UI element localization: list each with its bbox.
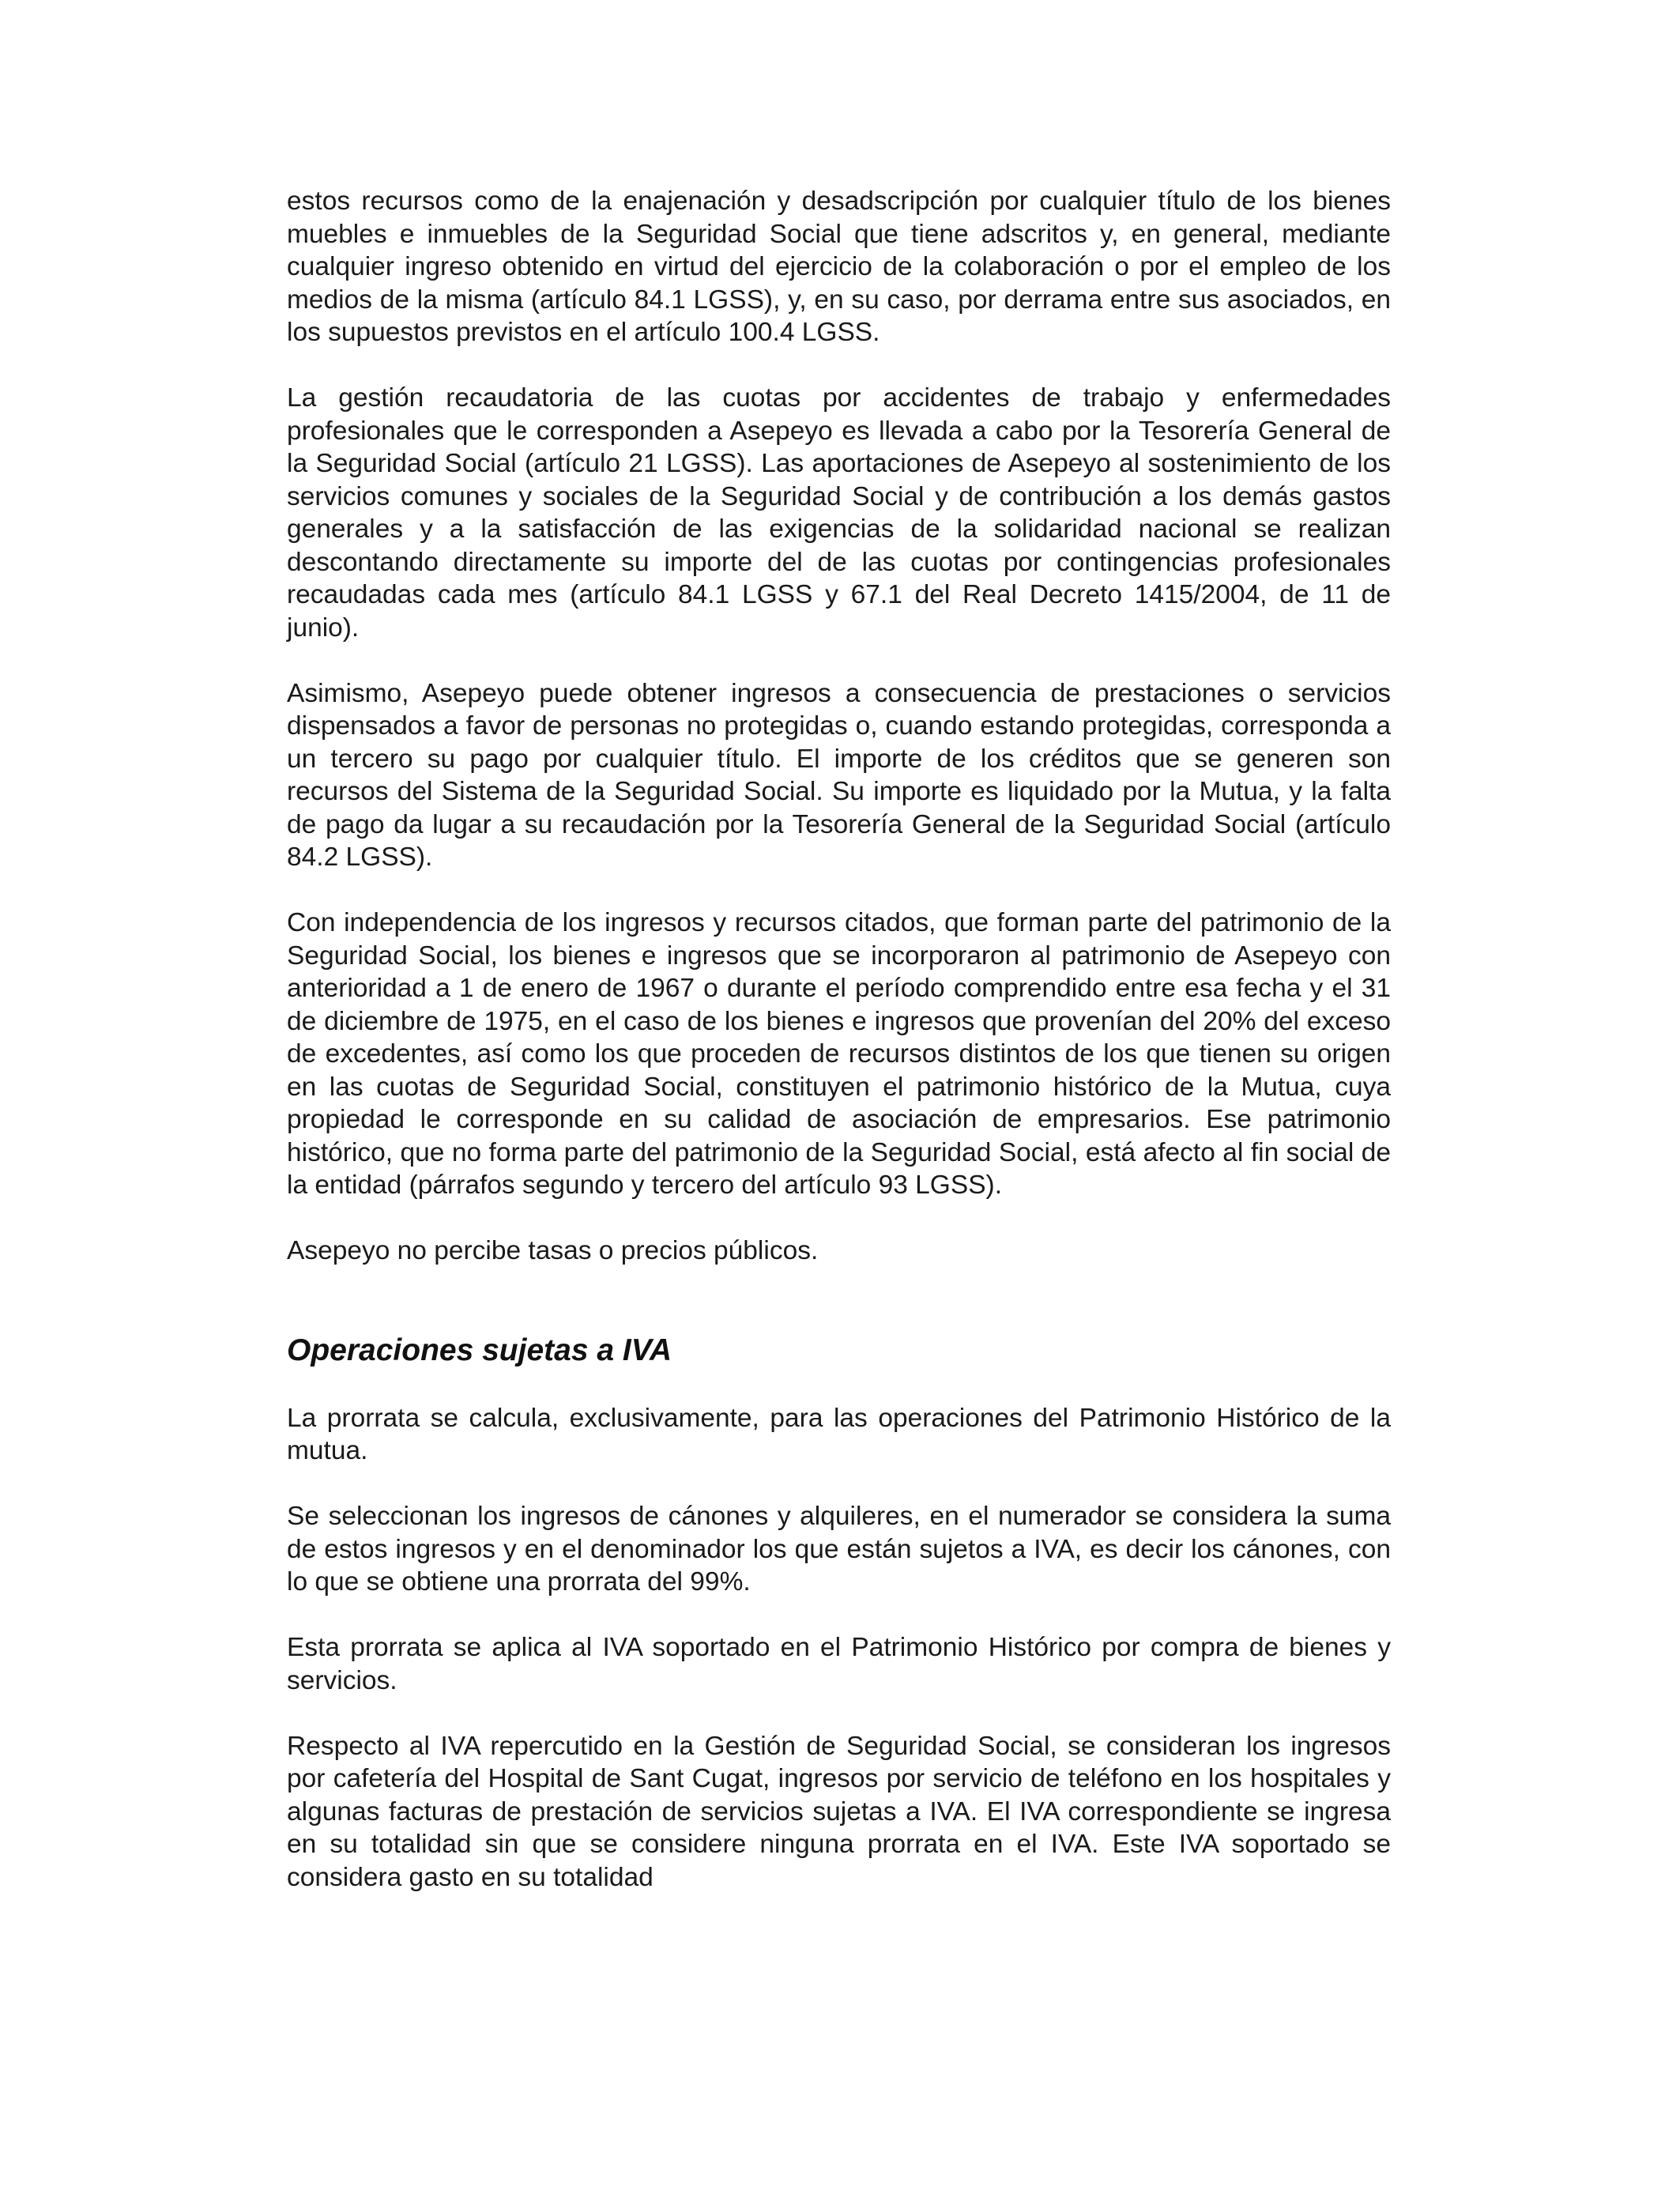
paragraph-prorrata-calculo: La prorrata se calcula, exclusivamente, para las operaciones del Patrimonio Histórico de la mutua.: [287, 1403, 1391, 1465]
document-page: [287, 185, 1391, 1927]
paragraph-recursos: estos recursos como de la enajenación y desadscripción por cualquier título de los bienes muebles e inmuebles de la Seguridad Social que tiene adscritos y, en general, mediante cualquier ingreso obtenido en virtud del ejercicio de la colaboración o por el empleo de los medios de la misma (artículo 84.1 LGSS), y, en su caso, por derrama entre sus asociados, en los supuestos previstos en el artículo 100.4 LGSS.: [287, 187, 1391, 347]
paragraph-ingresos-canones: Se seleccionan los ingresos de cánones y alquileres, en el numerador se considera la suma de estos ingresos y en el denominador los que están sujetos a IVA, es decir los cánones, con lo que se obtiene una prorrata del 99%.: [287, 1502, 1391, 1596]
paragraph-patrimonio-historico: Con independencia de los ingresos y recursos citados, que forman parte del patrimonio de la Seguridad Social, los bienes e ingresos que se incorporaron al patrimonio de Asepeyo con anterioridad a 1 de enero de 1967 o durante el período comprendido entre esa fecha y el 31 de diciembre de 1975, en el caso de los bienes e ingresos que provenían del 20% del exceso de excedentes, así como los que proceden de recursos distintos de los que tienen su origen en las cuotas de Seguridad Social, constituyen el patrimonio histórico de la Mutua, cuya propiedad le corresponde en su calidad de asociación de empresarios. Ese patrimonio histórico, que no forma parte del patrimonio de la Seguridad Social, está afecto al fin social de la entidad (párrafos segundo y tercero del artículo 93 LGSS).: [287, 908, 1391, 1200]
paragraph-iva-repercutido: Respecto al IVA repercutido en la Gestión de Seguridad Social, se consideran los ingresos por cafetería del Hospital de Sant Cugat, ingresos por servicio de teléfono en los hospitales y algunas facturas de prestación de servicios sujetas a IVA. El IVA correspondiente se ingresa en su totalidad sin que se considere ninguna prorrata en el IVA. Este IVA soportado se considera gasto en su totalidad: [287, 1731, 1391, 1892]
paragraph-asimismo: Asimismo, Asepeyo puede obtener ingresos a consecuencia de prestaciones o servicios dispensados a favor de personas no protegidas o, cuando estando protegidas, corresponda a un tercero su pago por cualquier título. El importe de los créditos que se generen son recursos del Sistema de la Seguridad Social. Su importe es liquidado por la Mutua, y la falta de pago da lugar a su recaudación por la Tesorería General de la Seguridad Social (artículo 84.2 LGSS).: [287, 678, 1391, 872]
section-heading-iva: Operaciones sujetas a IVA: [287, 1333, 672, 1367]
paragraph-gestion-recaudatoria: La gestión recaudatoria de las cuotas por accidentes de trabajo y enfermedades profesionales que le corresponden a Asepeyo es llevada a cabo por la Tesorería General de la Seguridad Social (artículo 21 LGSS). Las aportaciones de Asepeyo al sostenimiento de los servicios comunes y sociales de la Seguridad Social y de contribución a los demás gastos generales y a la satisfacción de las exigencias de la solidaridad nacional se realizan descontando directamente su importe del de las cuotas por contingencias profesionales recaudadas cada mes (artículo 84.1 LGSS y 67.1 del Real Decreto 1415/2004, de 11 de junio).: [287, 383, 1391, 643]
paragraph-tasas: Asepeyo no percibe tasas o precios públicos.: [287, 1236, 819, 1265]
paragraph-prorrata-aplicacion: Esta prorrata se aplica al IVA soportado en el Patrimonio Histórico por compra de bienes y servicios.: [287, 1633, 1391, 1695]
